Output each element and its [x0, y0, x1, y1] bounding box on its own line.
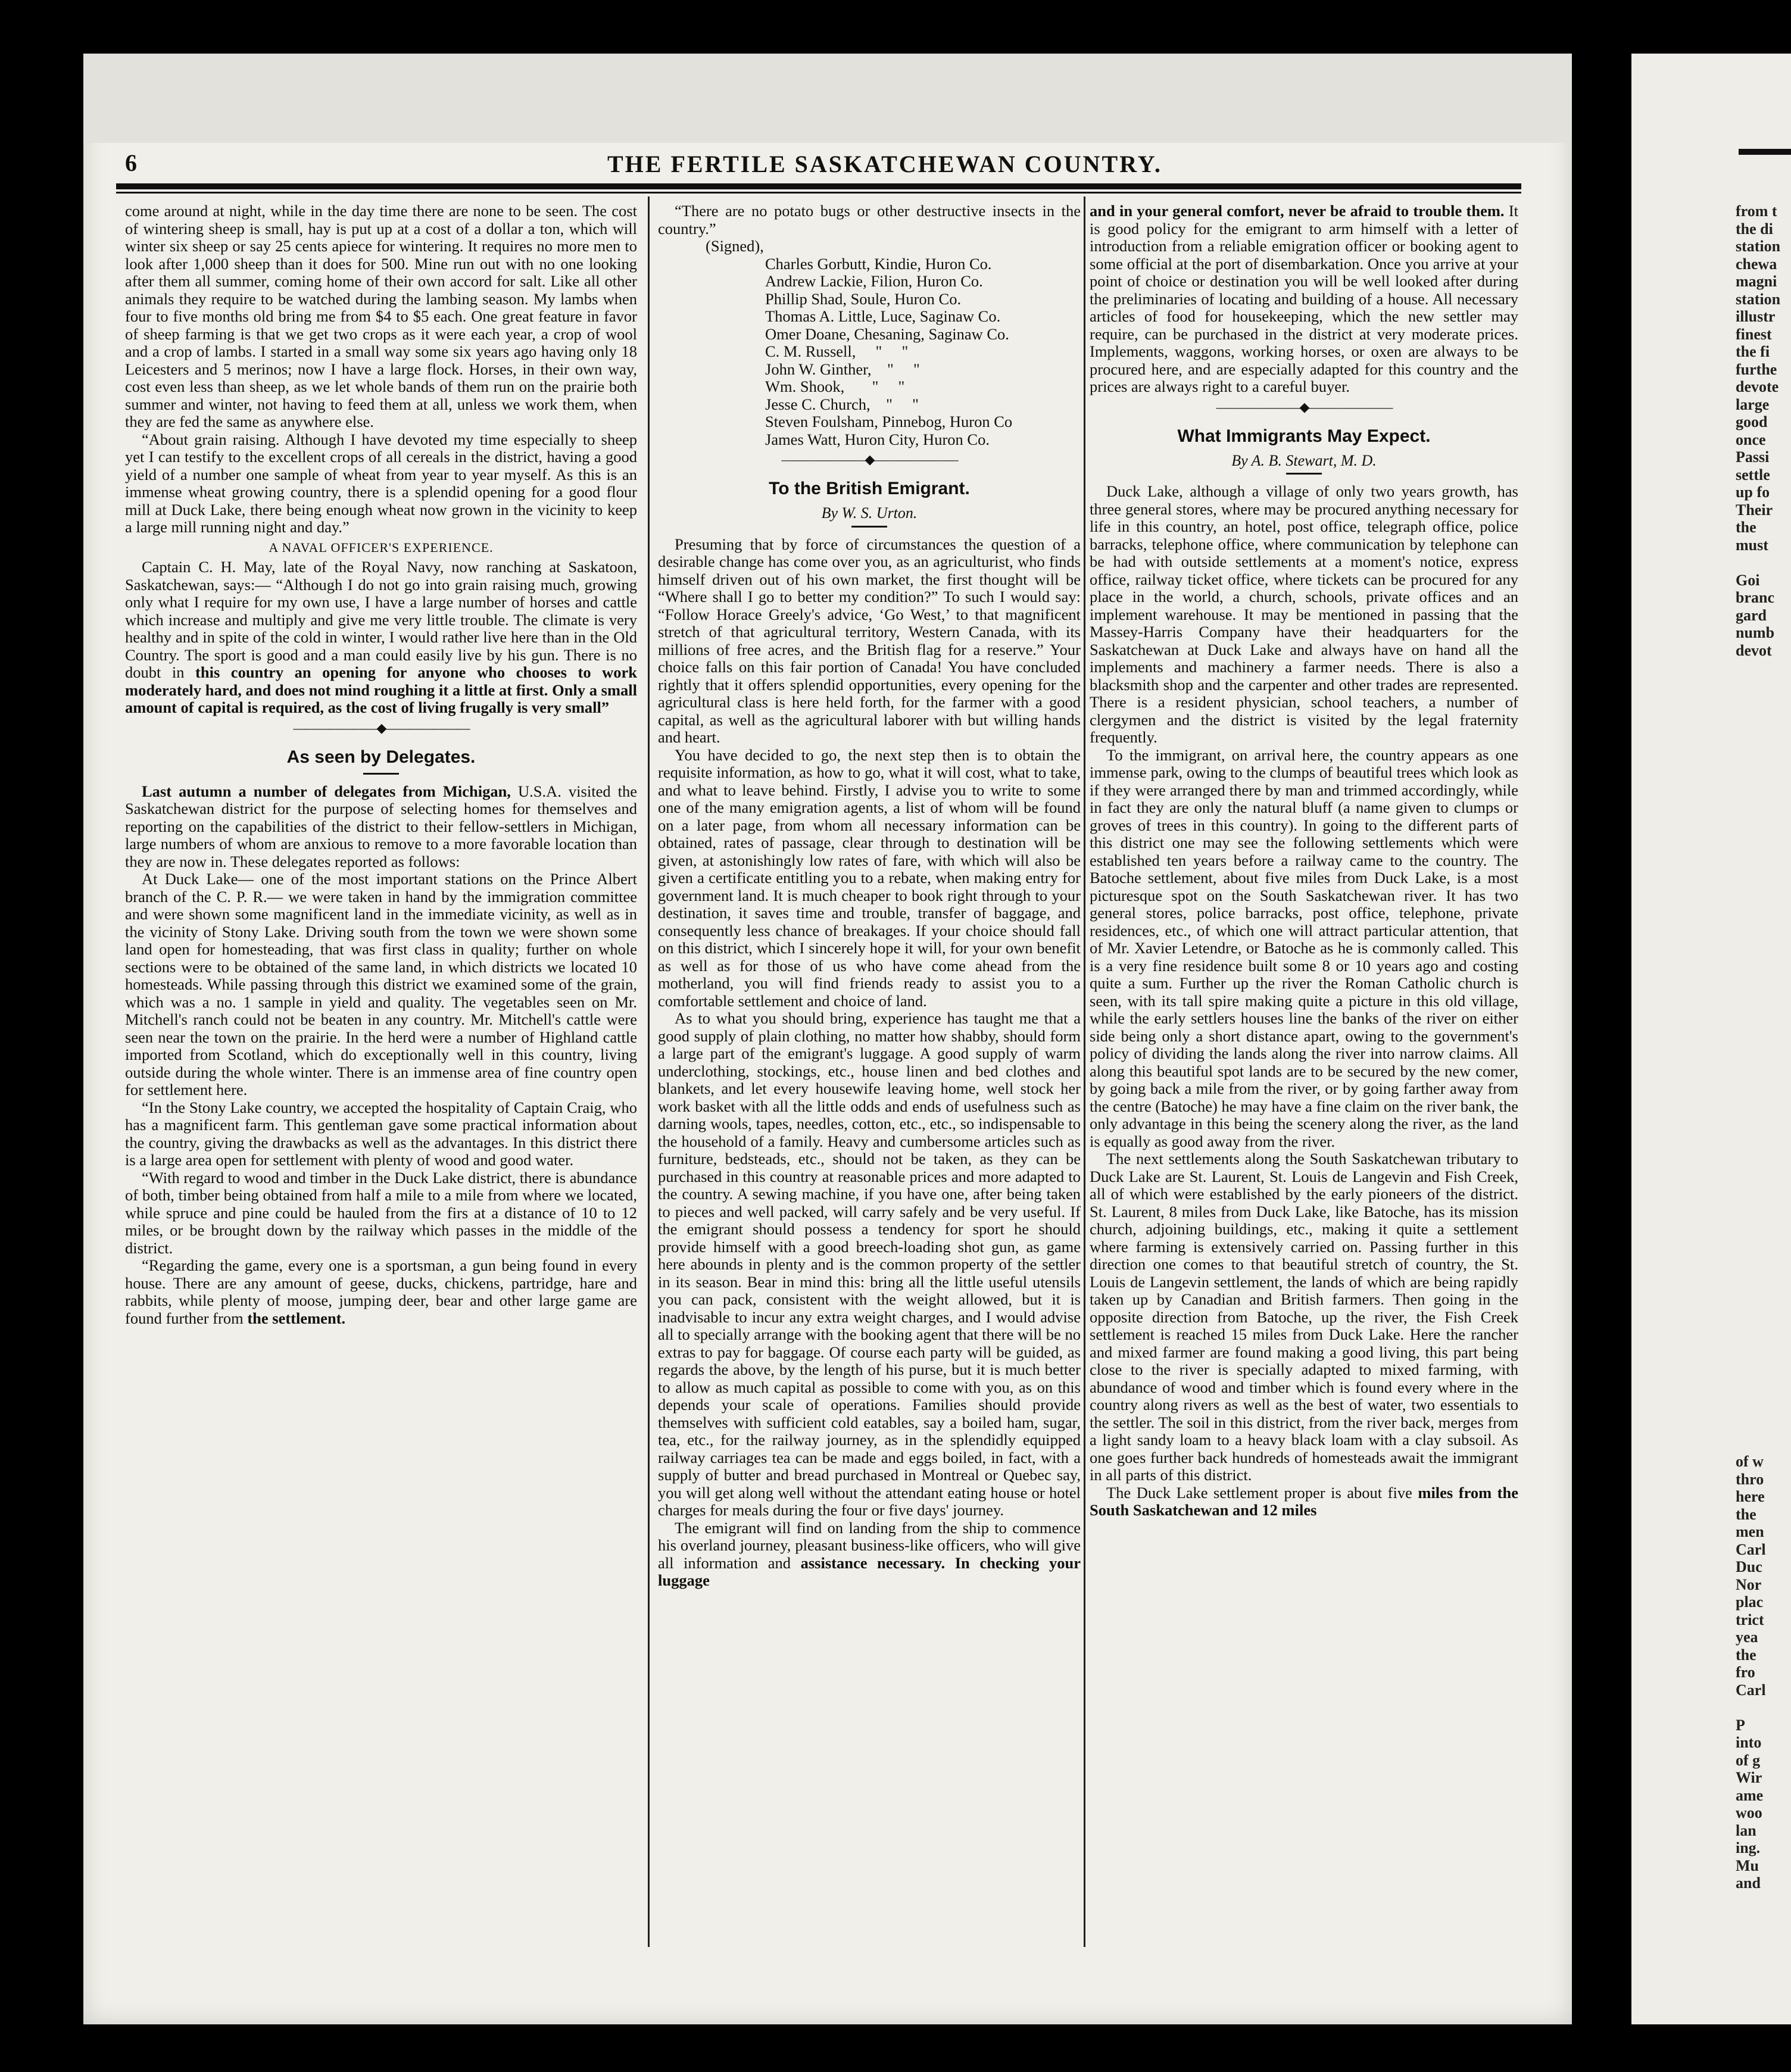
fragment-line: station: [1736, 290, 1781, 308]
article-paragraph: As to what you should bring, experience has taught me that a good supply of plain clothing, no matter how shabby, should form a large part of the emigrant's luggage. A good supply of warm underclothing, stockings, etc., house linen and bed clothes and blankets, and let every housewife leaving home, well stock her work basket with all the little odds and ends of usefulness such as darning wools, tapes, needles, cotton, etc., etc., so indispensable to the household of a family. Heavy and cumbersome articles such as furniture, bedsteads, etc., should not be taken, as they can be purchased in this country at reasonable prices and more adapted to the country. A sewing machine, if you have one, after being taken to pieces and well packed, will carry safely and be very useful. If the emigrant should possess a tendency for sport he should provide himself with a good breech-loading shot gun, as game here abounds in plenty and is the common property of the settler in its season. Bear in mind this: bring all the little useful utensils you can pack, consistent with the weight allowed, but it is inadvisable to incur any extra weight charges, and I would advise all to specially arrange with the booking agent that there will be no extras to pay for baggage. Of course each party will be guided, as regards the above, by the length of his purse, but it is much better to allow as much capital as possible to come with you, as on this depends your scale of operations. Families should provide themselves with sufficient cold eatables, say a boiled ham, sugar, tea, etc., for the railway journey, as in the splendidly equipped railway carriages tea can be made and eggs boiled, in fact, with a supply of butter and bread purchased in Montreal or Quebec say, you will get along well without the attendant eating house or hotel charges for meals during the four or five days' journey.: [658, 1009, 1081, 1519]
article-paragraph: At Duck Lake— one of the most important stations on the Prince Albert branch of the C. P. R.— we were taken in hand by the immigration committee and were shown some magnificent land in the immediate vicinity, as well as in the vicinity of Stony Lake. Driving south from the town we were shown some land open for homesteading, that was first class in quality; further on whole sections were to be obtained of the same land, in which districts we located 10 homesteads. While passing through this district we examined some of the grain, which was a no. 1 sample in yield and quality. The vegetables seen on Mr. Mitchell's ranch could not be beaten in any country. Mr. Mitchell's cattle were seen near the town on the prairie. In the herd were a number of Highland cattle imported from Scotland, which do exceptionally well in this country, living outside during the whole winter. There is an immense area of fine country open for settlement here.: [125, 870, 637, 1099]
article-paragraph: “With regard to wood and timber in the Duck Lake district, there is abundance of both, timber being obtained from half a mile to a mile from where we located, while spruce and pine could be hauled from the firs at a distance of 10 to 12 miles, or be brought down by the railway which passes in the middle of the district.: [125, 1168, 637, 1257]
fragment-line: settle: [1736, 466, 1770, 483]
fragment-line: devote: [1736, 378, 1779, 395]
fragment-line: of w: [1736, 1453, 1764, 1470]
paragraph-bold-text: assistance necessary. In checking your luggage: [658, 1553, 1081, 1589]
paragraph-bold-text: Last autumn a number of delegates from Michigan,: [142, 782, 511, 800]
heading-rule: [1286, 473, 1322, 475]
fragment-line: good: [1736, 413, 1768, 430]
paragraph-text: The emigrant will find on landing from the ship to commence his overland journey, pleasant business-like officers, who will give all information and: [658, 1518, 1081, 1572]
fragment-line: plac: [1736, 1593, 1764, 1611]
column-divider: [648, 196, 650, 1947]
fragment-line: the: [1736, 1505, 1756, 1523]
paragraph-text: It is good policy for the emigrant to arm himself with a letter of introduction from a reliable emigration officer or booking agent to some official at the port of disembarkation. Once you arrive at your point of choice or destination you will be well looked after during the preliminaries of locating and building of a house. All necessary articles of food for housekeeping, which the new settler may require, can be purchased in the district at very moderate prices. Implements, waggons, working horses, or oxen are always to be procured here, and are especially adapted for this country and the prices are always right to a careful buyer.: [1090, 202, 1518, 395]
article-heading: To the British Emigrant.: [769, 479, 970, 498]
header-rule-thick: [116, 183, 1521, 189]
fragment-line: Carl: [1736, 1540, 1766, 1558]
article-paragraph: “In the Stony Lake country, we accepted the hospitality of Captain Craig, who has a magnificent farm. This gentleman gave some practical information about the country, giving the drawbacks as well as the advantages. In this district there is a large area open for settlement with plenty of wood and good water.: [125, 1098, 637, 1169]
article-paragraph: Duck Lake, although a village of only two years growth, has three general stores, where may be procured anything necessary for life in this country, an hotel, post office, telegraph office, police barracks, telephone office, where communication by telephone can be had with outside settlements at a moment's notice, express office, railway ticket office, where tickets can be procured for any place in the world, a church, schools, private offices and an implement warehouse. It may be mentioned in passing that the Massey-Harris Company have their headquarters for the Saskatchewan at Duck Lake and always have on hand all the implements and machinery a farmer needs. There is also a blacksmith shop and the carpenter and other trades are represented. There is a resident physician, school teachers, a number of clergymen and the district is visited by the legal fraternity frequently.: [1090, 482, 1518, 746]
page-header: [125, 149, 1518, 185]
article-byline: By W. S. Urton.: [821, 504, 918, 522]
fragment-line: woo: [1736, 1804, 1762, 1821]
fragment-line: furthe: [1736, 360, 1777, 378]
fragment-line: Carl: [1736, 1681, 1766, 1699]
heading-rule: [363, 773, 399, 775]
fragment-line: numb: [1736, 624, 1775, 641]
signature-line: Charles Gorbutt, Kindie, Huron Co.: [765, 254, 992, 273]
article-paragraph: To the immigrant, on arrival here, the country appears as one immense park, owing to the clumps of beautiful trees which look as if they were arranged there by man and trimmed accordingly, while in fact they are only the natural bluff (a name given to clumps or groves of trees in this country). In going to the different parts of this district one may see the following settlements which were established ten years before a railway came to the country. The Batoche settlement, about five miles from Duck Lake, is a most picturesque spot on the South Saskatchewan river. It has two general stores, police barracks, post office, telephone, private residences, etc., of which one will attract particular attention, that of Mr. Xavier Letendre, or Batoche as he is commonly called. This is a very fine residence built some 8 or 10 years ago and costing quite a sum. Further up the river the Roman Catholic church is seen, with its tall spire making quite a picture in this old village, while the early settlers houses line the banks of the river on either side being only a short distance apart, owing to the government's policy of dividing the lands along the river into narrow claims. All along this beautiful spot lands are to be secured by the new comer, by going back a mile from the river, or by going farther away from the centre (Batoche) he may have a fine claim on the river bank, the only advantage in this being the scenery along the river, as the land is equally as good away from the river.: [1090, 745, 1518, 1150]
fragment-line: yea: [1736, 1628, 1758, 1646]
fragment-line: the fi: [1736, 343, 1770, 360]
article-heading: What Immigrants May Expect.: [1177, 426, 1431, 446]
fragment-line: men: [1736, 1523, 1764, 1540]
adjacent-page-text-bottom: [1736, 1453, 1766, 1892]
fragment-line: into: [1736, 1734, 1762, 1751]
article-paragraph: [1090, 202, 1518, 396]
fragment-line: large: [1736, 395, 1770, 413]
article-paragraph: “There are no potato bugs or other destructive insects in the country.”: [658, 202, 1081, 238]
fragment-line: thro: [1736, 1470, 1764, 1488]
fragment-line: the: [1736, 519, 1756, 536]
heading-rule: [851, 526, 887, 528]
fragment-line: devot: [1736, 641, 1772, 659]
signed-label: (Signed),: [706, 237, 764, 255]
fragment-line: illustr: [1736, 308, 1776, 325]
fragment-line: the: [1736, 1646, 1756, 1664]
fragment-line: must: [1736, 536, 1768, 554]
signature-line: John W. Ginther, " ": [765, 360, 920, 378]
column-2: [658, 202, 1081, 1590]
paragraph-bold-text: this country an opening for anyone who chooses to work moderately hard, and does not mind roughing it a little at first. Only a small amount of capital is required, as the cost of living frugally is very small”: [125, 663, 638, 716]
paragraph-bold-text: and in your general comfort, never be afraid to trouble them.: [1090, 202, 1505, 220]
column-divider: [1084, 196, 1085, 1947]
paragraph-bold-text: miles from the South Saskatchewan and 12 miles: [1090, 1483, 1519, 1519]
fragment-line: [1736, 554, 1780, 572]
fragment-line: station: [1736, 238, 1781, 255]
page-title: THE FERTILE SASKATCHEWAN COUNTRY.: [607, 151, 1162, 177]
signature-line: Thomas A. Little, Luce, Saginaw Co.: [765, 307, 1001, 325]
paragraph-bold-text: the settlement.: [247, 1309, 346, 1327]
fragment-line: Nor: [1736, 1575, 1762, 1593]
fragment-line: fro: [1736, 1664, 1755, 1681]
fragment-line: Duc: [1736, 1558, 1762, 1575]
fragment-line: branc: [1736, 589, 1774, 606]
paragraph-text: U.S.A. visited the Saskatchewan district for the purpose of selecting homes for themselves and reporting on the capabilities of the district to their fellow-settlers in Michigan, large numbers of whom are anxious to remove to a more favorable location than they are now in. These delegates reported as follows:: [125, 782, 637, 870]
fragment-line: the di: [1736, 220, 1773, 238]
fragment-line: Mu: [1736, 1856, 1759, 1874]
article-paragraph: [125, 783, 637, 871]
signature-line: Omer Doane, Chesaning, Saginaw Co.: [765, 324, 1009, 343]
article-heading: As seen by Delegates.: [286, 747, 476, 767]
paragraph-text: Captain C. H. May, late of the Royal Navy, now ranching at Saskatoon, Saskatchewan, says:— “Although I do not go into grain raising much, growing only what I require for my own use, I have a large number of horses and cattle which increase and multiply and give me very little trouble. The climate is very healthy and in spite of the cold in winter, I would rather live here than in the Old Country. The sport is good and a man could easily live by his gun. There is no doubt in: [125, 558, 637, 681]
page-top-margin: [83, 54, 1572, 143]
article-paragraph: [125, 1257, 637, 1327]
fragment-line: chewa: [1736, 255, 1777, 273]
signature-line: James Watt, Huron City, Huron Co.: [765, 430, 990, 448]
signature-line: Wm. Shook, " ": [765, 377, 905, 395]
signature-list: [658, 255, 1081, 449]
adjacent-page-header-rule: [1739, 149, 1791, 155]
fragment-line: Wir: [1736, 1769, 1762, 1786]
ornamental-divider: ———————◆———————: [293, 720, 469, 735]
fragment-line: here: [1736, 1488, 1765, 1505]
paragraph-text: “Regarding the game, every one is a sportsman, a gun being found in every house. There are any amount of geese, ducks, chickens, partridge, hare and rabbits, while plenty of moose, jumping deer, bear and other large game are found further from: [125, 1256, 637, 1327]
subheading: A NAVAL OFFICER'S EXPERIENCE.: [269, 539, 494, 555]
header-rule-thin: [116, 192, 1521, 194]
fragment-line: Goi: [1736, 571, 1760, 589]
fragment-line: of g: [1736, 1751, 1761, 1769]
fragment-line: lan: [1736, 1821, 1756, 1839]
fragment-line: P: [1736, 1716, 1745, 1734]
column-3: [1090, 202, 1518, 1519]
paragraph-text: The Duck Lake settlement proper is about five: [1106, 1483, 1412, 1502]
ornamental-divider: ———————◆———————: [781, 452, 957, 467]
article-paragraph: [125, 558, 637, 717]
article-paragraph: Presuming that by force of circumstances the question of a desirable change has come over you, as an agriculturist, who finds himself driven out of his own market, the first thought will be “Where shall I go to better my condition?” To such I would say: “Follow Horace Greely's advice, ‘Go West,’ to that magnificent stretch of that agricultural territory, Western Canada, with its millions of free acres, and the British flag for a reserve.” Your choice falls on this fair portion of Canada! You have concluded rightly that it offers splendid opportunities, every opening for the agricultural class is here held forth, for the farmer with a good capital, as well as the agricultural laborer with but willing hands and heart.: [658, 535, 1081, 746]
fragment-line: finest: [1736, 325, 1772, 343]
signature-line: Jesse C. Church, " ": [765, 395, 919, 413]
fragment-line: trict: [1736, 1611, 1764, 1628]
article-paragraph: The next settlements along the South Saskatchewan tributary to Duck Lake are St. Laurent, St. Louis de Langevin and Fish Creek, all of which were established by the early pioneers of the district. St. Laurent, 8 miles from Duck Lake, like Batoche, has its mission church, adjoining buildings, etc., making it quite a settlement where farming is extensively carried on. Passing further in this direction one comes to that beautiful stretch of country, the St. Louis de Langevin settlement, the lands of which are being rapidly taken up by Canadian and British farmers. Then going in the opposite direction from Batoche, up the river, the Fish Creek settlement is reached 15 miles from Duck Lake. Here the rancher and mixed farmer are found making a good living, this part being close to the river is specially adapted to mixed farming, with abundance of wood and timber which is found every where in the country along rivers as well as the best of water, two essentials to the settler. The soil in this district, from the river back, merges from a light sandy loam to a heavy black loam with a clay subsoil. As one goes further back hundreds of homesteads await the immigrant in all parts of this district.: [1090, 1150, 1518, 1484]
fragment-line: from t: [1736, 202, 1777, 220]
fragment-line: Passi: [1736, 448, 1770, 466]
fragment-line: gard: [1736, 606, 1767, 624]
article-paragraph: [658, 1519, 1081, 1590]
column-1: [125, 202, 637, 1327]
article-paragraph: [1090, 1484, 1518, 1519]
signature-line: C. M. Russell, " ": [765, 342, 909, 360]
fragment-line: once: [1736, 430, 1766, 448]
page-number: 6: [125, 149, 137, 176]
fragment-line: and: [1736, 1874, 1761, 1892]
fragment-line: magni: [1736, 273, 1777, 290]
article-paragraph: “About grain raising. Although I have devoted my time especially to sheep yet I can testify to the excellent crops of all cereals in the district, having a good yield of a number one sample of wheat from year to year myself. As this is an immense wheat growing country, there is a splendid opening for a good flour mill at Duck Lake, there being enough wheat now grown in the vicinity to keep a large mill running night and day.”: [125, 430, 637, 536]
fragment-line: [1736, 1699, 1766, 1717]
signature-line: Andrew Lackie, Filion, Huron Co.: [765, 272, 983, 290]
signature-line: Phillip Shad, Soule, Huron Co.: [765, 289, 962, 308]
article-paragraph: come around at night, while in the day time there are none to be seen. The cost of wintering sheep is small, hay is put up at a cost of a dollar a ton, which will winter six sheep or say 25 cents apiece for wintering. It requires no more men to look after 1,000 sheep than it does for 500. Mine run out with no one looking after them all summer, coming home of their own accord for salt. Like all other animals they require to be watched during the lambing season. My lambs when four to five months old bring me from $4 to $5 each. One great feature in favor of sheep farming is that we get two crops as it were each year, a crop of wool and a crop of lambs. I started in a small way some six years ago having only 18 Leicesters and 5 merinos; now I have a large flock. Horses, in their own way, cost even less than sheep, as we let whole bands of them run on the prairie both summer and winter, not having to feed them at all, unless we work them, when they are fed the same as anywhere else.: [125, 202, 637, 430]
article-paragraph: You have decided to go, the next step then is to obtain the requisite information, as how to go, what it will cost, what to take, and what to leave behind. Firstly, I advise you to write to some one of the many emigration agents, a list of whom will be found on a later page, from whom all necessary information can be obtained, rates of passage, clear through to destination will be given, at astonishingly low rates of fare, with which will also be given a certificate entitling you to a rebate, when making entry for government land. It is much cheaper to book right through to your destination, it saves time and trouble, transfer of baggage, and consequently less chance of breakages. If your choice should fall on this district, which I sincerely hope it will, for your own benefit as well as for those of us who have come ahead from the motherland, you will find friends ready to assist you to a comfortable settlement and choice of land.: [658, 745, 1081, 1010]
signature-line: Steven Foulsham, Pinnebog, Huron Co: [765, 413, 1013, 430]
article-byline: By A. B. Stewart, M. D.: [1231, 451, 1377, 469]
ornamental-divider: ———————◆———————: [1216, 399, 1392, 414]
fragment-line: up fo: [1736, 483, 1770, 501]
fragment-line: Their: [1736, 501, 1773, 519]
fragment-line: ing.: [1736, 1839, 1761, 1856]
adjacent-page-text-top: [1736, 202, 1780, 659]
fragment-line: ame: [1736, 1786, 1764, 1804]
